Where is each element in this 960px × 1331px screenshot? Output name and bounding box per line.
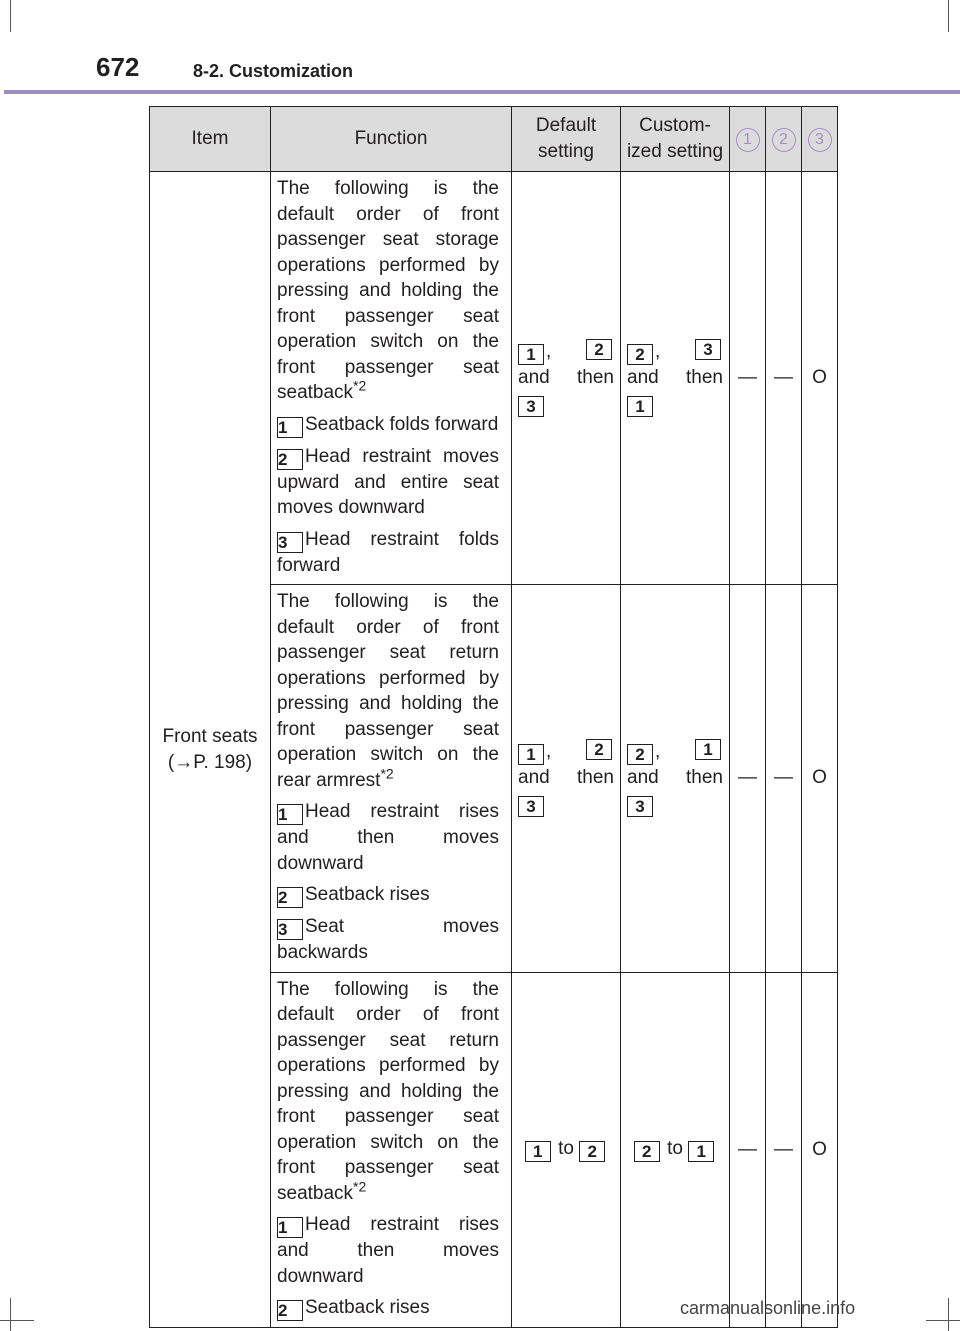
then-word: then	[686, 367, 723, 388]
crop-mark	[10, 1298, 11, 1331]
method-3-mark: O	[802, 172, 838, 585]
page-header	[0, 0, 960, 100]
page-number: 672	[96, 52, 140, 82]
step-text: Head restraint folds forward	[277, 528, 499, 576]
function-intro: The following is the default order of front passenger seat return operations performed by pressing and holding the front passenger seat operation switch on the rear armrest	[277, 591, 499, 791]
function-cell	[271, 172, 512, 585]
sequence-box: 3	[627, 796, 653, 817]
step-number-box: 1	[277, 417, 303, 438]
header-default-setting	[512, 107, 621, 172]
step-number-box: 3	[277, 919, 303, 940]
header-method-1	[730, 107, 766, 172]
footnote-ref: *2	[380, 765, 394, 782]
default-setting-cell	[512, 172, 621, 585]
customized-setting-cell	[621, 172, 730, 585]
header-rule	[4, 90, 960, 94]
step-number-box: 1	[277, 1217, 303, 1238]
step-text: Head restraint rises and then moves downward	[277, 801, 499, 874]
sequence-box: 2	[586, 739, 612, 760]
header-custom-line2: ized setting	[626, 141, 724, 162]
function-cell	[271, 585, 512, 973]
method-3-mark: O	[802, 585, 838, 973]
header-default-line1: Default	[535, 115, 597, 136]
sequence-box: 3	[695, 339, 721, 360]
step-text: Head restraint rises and then moves downward	[277, 1214, 499, 1287]
watermark: carmanualsonline.info	[680, 1298, 856, 1318]
default-setting-cell	[512, 972, 621, 1328]
step-number-box: 2	[277, 1300, 303, 1321]
sequence-box: 1	[518, 344, 544, 365]
and-word: and	[627, 367, 659, 388]
step-text: Seatback folds forward	[305, 413, 499, 435]
then-word: then	[577, 367, 614, 388]
sequence-box: 3	[518, 796, 544, 817]
section-title: 8-2. Customization	[193, 61, 354, 81]
footnote-ref: *2	[353, 1178, 367, 1195]
sequence-box: 2	[627, 744, 653, 765]
header-method-2	[766, 107, 802, 172]
crop-mark	[926, 1320, 960, 1321]
then-word: then	[686, 767, 723, 789]
header-default-line2: setting	[538, 141, 594, 162]
method-2-mark: —	[766, 972, 802, 1328]
table-header-row	[150, 107, 838, 172]
header-function: Function	[271, 107, 512, 172]
sequence-box: 1	[688, 1141, 714, 1162]
crop-mark	[948, 1298, 949, 1331]
step-text: Seatback rises	[305, 1297, 430, 1318]
circled-3-icon: 3	[808, 128, 832, 152]
sequence-box: 2	[627, 344, 653, 365]
and-word: and	[518, 367, 550, 388]
separator: ,	[546, 741, 552, 763]
footnote-ref: *2	[353, 377, 367, 394]
customization-table	[149, 106, 838, 1328]
item-cell	[150, 172, 271, 1328]
circled-1-icon: 1	[736, 128, 760, 152]
item-label: Front seats	[162, 725, 258, 747]
step-number-box: 3	[277, 532, 303, 553]
sequence-box: 1	[627, 396, 653, 417]
sequence-box: 1	[525, 1141, 551, 1162]
step-text: Head restraint moves upward and entire seat moves downward	[277, 445, 499, 518]
step-text: Seat moves backwards	[277, 916, 499, 963]
item-page-ref: (→P. 198)	[167, 751, 253, 773]
method-3-mark: O	[802, 972, 838, 1328]
sequence-box: 2	[579, 1141, 605, 1162]
and-word: and	[627, 767, 659, 789]
method-1-mark: —	[730, 972, 766, 1328]
step-number-box: 2	[277, 449, 303, 470]
sequence-box: 2	[586, 339, 612, 360]
header-method-3	[802, 107, 838, 172]
table-row	[150, 172, 838, 585]
header-customized-setting	[621, 107, 730, 172]
function-cell	[271, 972, 512, 1328]
method-1-mark: —	[730, 585, 766, 973]
to-word: to	[667, 1137, 683, 1159]
customized-setting-cell	[621, 972, 730, 1328]
sequence-box: 1	[518, 744, 544, 765]
and-word: and	[518, 767, 550, 789]
sequence-box: 3	[518, 396, 544, 417]
crop-mark	[0, 1320, 34, 1321]
sequence-box: 2	[634, 1141, 660, 1162]
header-custom-line1: Custom-	[639, 115, 711, 136]
default-setting-cell	[512, 585, 621, 973]
separator: ,	[655, 341, 661, 362]
customized-setting-cell	[621, 585, 730, 973]
header-item: Item	[150, 107, 271, 172]
method-2-mark: —	[766, 172, 802, 585]
function-intro: The following is the default order of front passenger seat return operations performed by pressing and holding the front passenger seat operation switch on the front passenger seat seatback	[277, 978, 499, 1204]
method-2-mark: —	[766, 585, 802, 973]
then-word: then	[577, 767, 614, 789]
function-intro: The following is the default order of front passenger seat storage operations performed by pressing and holding the front passenger seat operation switch on the front passenger seat seatback	[277, 178, 499, 403]
separator: ,	[546, 341, 552, 362]
sequence-box: 1	[695, 739, 721, 760]
method-1-mark: —	[730, 172, 766, 585]
step-text: Seatback rises	[305, 884, 430, 905]
step-number-box: 2	[277, 887, 303, 908]
separator: ,	[655, 741, 661, 763]
to-word: to	[558, 1137, 574, 1159]
circled-2-icon: 2	[772, 128, 796, 152]
step-number-box: 1	[277, 804, 303, 825]
